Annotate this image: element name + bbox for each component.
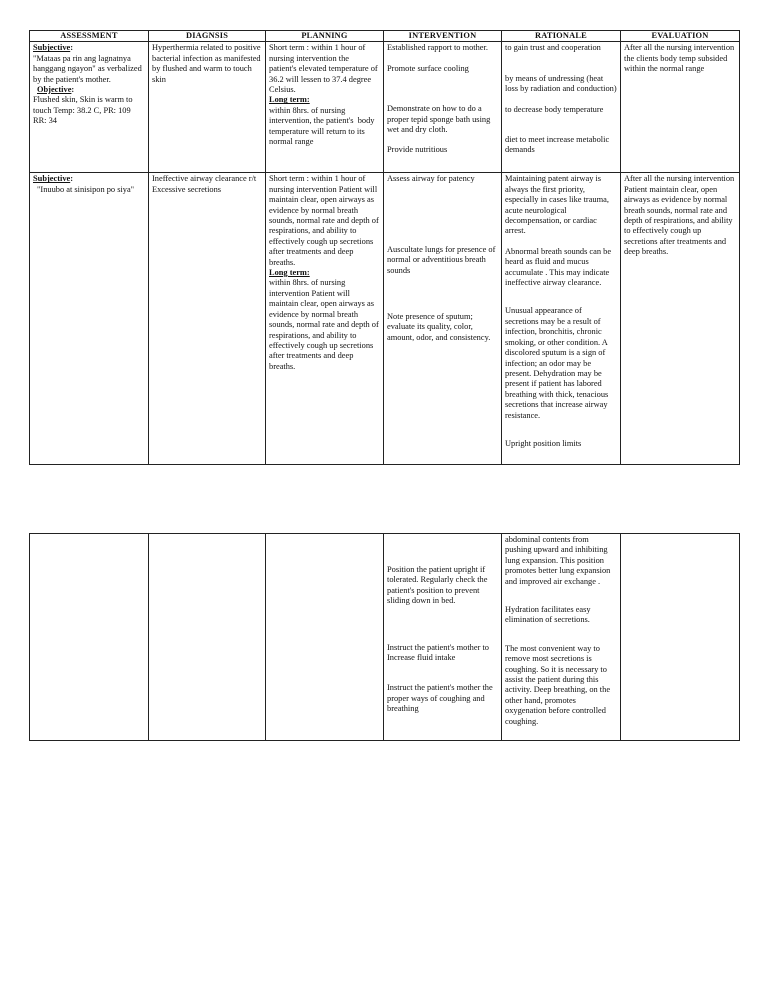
subjective-text: "Inuubo at sinisipon po siya" xyxy=(37,184,135,194)
header-diagnosis: DIAGNSIS xyxy=(149,31,266,42)
care-plan-table-page-1 xyxy=(29,30,740,465)
diagnosis-cell xyxy=(149,173,266,465)
rationale-item: Unusual appearance of secretions may be a result of infection, bronchitis, chronic smoking, or other condition. A discolored sputum is a sign of infection; an odor may be present. Dehydration may be present if patient has labored breathing with thick, tenacious secretions that increase airway resistance. xyxy=(505,306,611,420)
planning-cell xyxy=(266,173,384,465)
header-rationale: RATIONALE xyxy=(502,31,621,42)
assessment-cell: Subjective: "Mataas pa rin ang lagnatnya hanggang ngayon" as verbalized by the patient's mother. Objective: Flushed skin, Skin is warm to touch Temp: 38.2 C, PR: 109 RR: 34 xyxy=(30,42,149,173)
rationale-item: abdominal contents from pushing upward and inhibiting lung expansion. This position promotes better lung expansion and improved air exchange . xyxy=(505,535,613,586)
rationale-cell xyxy=(502,173,621,465)
objective-label: Objective xyxy=(37,85,72,95)
evaluation-cell xyxy=(621,42,740,173)
long-term-label: Long term: xyxy=(269,95,310,105)
intervention-item: Promote surface cooling xyxy=(387,63,469,73)
evaluation-cell xyxy=(621,534,740,741)
subjective-text: "Mataas pa rin ang lagnatnya hanggang ngayon" as verbalized by the patient's mother. xyxy=(33,53,144,84)
objective-text: Flushed skin, Skin is warm to touch Temp: 38.2 C, PR: 109 RR: 34 xyxy=(33,95,135,126)
table-row xyxy=(30,534,740,741)
header-row xyxy=(30,31,740,42)
intervention-item: Note presence of sputum; evaluate its quality, color, amount, odor, and consistency. xyxy=(387,312,491,342)
rationale-item: The most convenient way to remove most secretions is coughing. So it is necessary to assist the patient during this activity. Deep breathing, on the other hand, promotes oxygenation before controlled coughing. xyxy=(505,643,613,726)
rationale-item: diet to meet increase metabolic demands xyxy=(505,135,612,155)
table-row xyxy=(30,173,740,465)
diagnosis-cell xyxy=(149,42,266,173)
intervention-item: Assess airway for patency xyxy=(387,174,475,184)
rationale-cell xyxy=(502,534,621,741)
long-term-text: within 8hrs. of nursing intervention Patient will maintain clear, open airways as evidence by normal breath sounds, normal rate and depth of respirations, and ability to effectively cough up secretions after treatments and deep breaths. xyxy=(269,278,381,371)
intervention-cell xyxy=(384,173,502,465)
rationale-item: to gain trust and cooperation xyxy=(505,43,601,53)
evaluation-text: After all the nursing intervention Patient maintain clear, open airways as evidence by normal breath sounds, normal rate and depth of respirations, and ability to effectively cough up secretions after treatments and deep breaths. xyxy=(624,174,737,257)
planning-cell xyxy=(266,42,384,173)
short-term-text: Short term : within 1 hour of nursing intervention the patient's elevated temperature of 36.2 will lessen to 37.4 degree Celsius. xyxy=(269,43,380,95)
diagnosis-text: Ineffective airway clearance r/t Excessive secretions xyxy=(152,174,259,194)
diagnosis-cell xyxy=(149,534,266,741)
rationale-cell xyxy=(502,42,621,173)
care-plan-table-page-2 xyxy=(29,533,740,741)
long-term-label: Long term: xyxy=(269,268,310,278)
intervention-item: Instruct the patient's mother the proper ways of coughing and breathing xyxy=(387,683,495,714)
rationale-item: to decrease body temperature xyxy=(505,104,604,114)
intervention-item: Auscultate lungs for presence of normal or adventitious breath sounds xyxy=(387,244,498,275)
header-evaluation: EVALUATION xyxy=(621,31,740,42)
intervention-item: Demonstrate on how to do a proper tepid sponge bath using wet and dry cloth. xyxy=(387,104,493,135)
long-term-text: within 8hrs. of nursing intervention, the patient's body temperature will return to its normal range xyxy=(269,105,377,147)
evaluation-text: After all the nursing intervention the clients body temp subsided within the normal range xyxy=(624,43,737,74)
assessment-cell: Subjective: "Inuubo at sinisipon po siya" xyxy=(30,173,149,465)
evaluation-cell xyxy=(621,173,740,465)
header-assessment: ASSESSMENT xyxy=(30,31,149,42)
intervention-cell xyxy=(384,42,502,173)
rationale-item: Maintaining patent airway is always the first priority, especially in cases like trauma, acute neurological decompensation, or cardiac arrest. xyxy=(505,174,612,236)
diagnosis-text: Hyperthermia related to positive bacterial infection as manifested by flushed and warm to touch skin xyxy=(152,43,263,84)
short-term-text: Short term : within 1 hour of nursing intervention Patient will maintain clear, open airways as evidence by normal breath sounds, normal rate and depth of respirations, and ability to effectively cough up secretions after treatments and deep breaths. xyxy=(269,174,381,267)
table-row xyxy=(30,42,740,173)
header-planning: PLANNING xyxy=(266,31,384,42)
intervention-item: Position the patient upright if tolerated. Regularly check the patient's position to prevent sliding down in bed. xyxy=(387,565,490,606)
intervention-item: Established rapport to mother. xyxy=(387,43,488,53)
planning-cell xyxy=(266,534,384,741)
rationale-item: by means of undressing (heat loss by radiation and conduction) xyxy=(505,73,617,94)
subjective-label: Subjective xyxy=(33,174,71,184)
intervention-cell xyxy=(384,534,502,741)
rationale-item: Upright position limits xyxy=(505,438,582,448)
rationale-item: Hydration facilitates easy elimination of secretions. xyxy=(505,605,593,625)
header-intervention: INTERVENTION xyxy=(384,31,502,42)
intervention-item: Instruct the patient's mother to Increase fluid intake xyxy=(387,642,492,663)
intervention-item: Provide nutritious xyxy=(387,145,448,155)
rationale-item: Abnormal breath sounds can be heard as fluid and mucus accumulate . This may indicate ineffective airway clearance. xyxy=(505,246,614,288)
assessment-cell xyxy=(30,534,149,741)
subjective-label: Subjective xyxy=(33,43,71,53)
